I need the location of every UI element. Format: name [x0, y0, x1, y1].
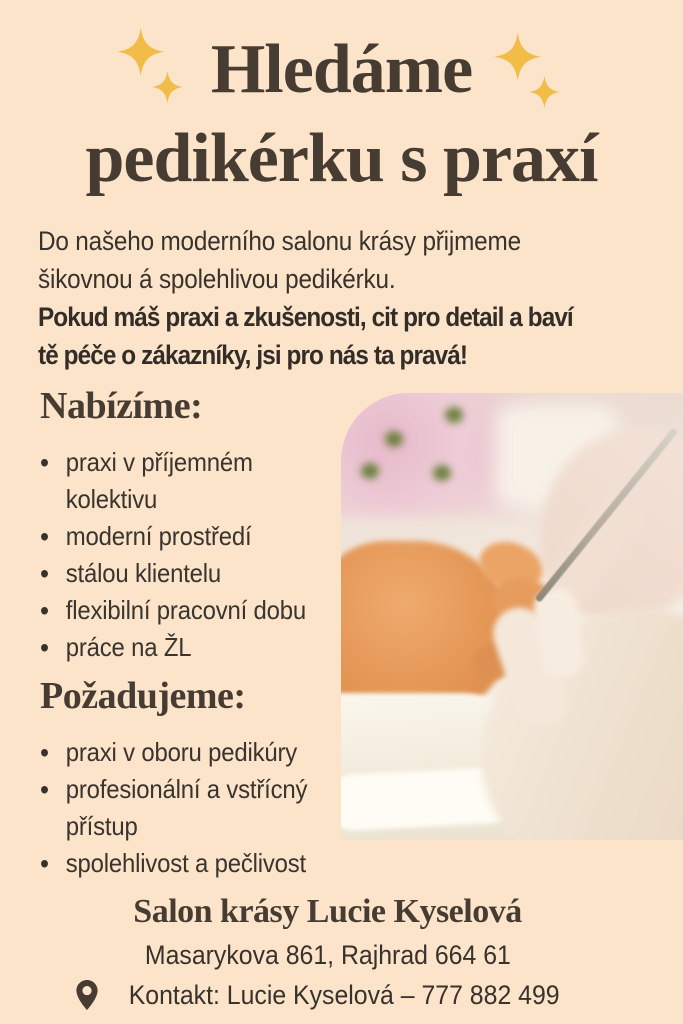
bullet-icon: • — [40, 447, 50, 478]
page-title — [0, 22, 683, 201]
list-item — [40, 444, 306, 518]
salon-name: Salon krásy Lucie Kyselová — [133, 893, 522, 930]
location-pin-icon — [76, 980, 98, 1010]
requirements-list — [40, 734, 307, 882]
bullet-icon: • — [40, 595, 50, 626]
sparkle-icon — [117, 27, 189, 111]
list-item-text: profesionální a vstřícný — [65, 774, 308, 804]
bullet-icon: • — [40, 774, 50, 805]
list-item-text: flexibilní pracovní dobu — [65, 595, 307, 625]
list-item — [40, 592, 306, 629]
bullet-icon: • — [40, 558, 50, 589]
intro-bold-line: tě péče o zákazníky, jsi pro nás ta pravá! — [38, 340, 468, 370]
offers-section — [40, 384, 329, 666]
list-item-text: praxi v oboru pedikúry — [65, 737, 298, 767]
bullet-icon: • — [40, 848, 50, 879]
intro-text-line: šikovnou á spolehlivou pedikérku. — [38, 264, 396, 294]
contact-line — [0, 977, 655, 1013]
title-line-1: Hledáme — [210, 30, 473, 108]
salon-address: Masarykova 861, Rajhrad 664 61 — [144, 940, 511, 970]
list-item — [40, 555, 306, 592]
list-item — [40, 845, 307, 882]
photo-flower-center — [445, 407, 463, 423]
offers-list — [40, 444, 306, 666]
list-item-text: přístup — [65, 811, 138, 841]
requirements-heading: Požadujeme: — [40, 675, 246, 717]
pedicure-photo — [341, 393, 683, 840]
bullet-icon: • — [40, 521, 50, 552]
intro-paragraph — [38, 222, 673, 374]
list-item-text: práce na ŽL — [65, 632, 192, 662]
sparkle-icon — [494, 32, 566, 116]
photo-flower-center — [361, 463, 379, 479]
list-item-text: spolehlivost a pečlivost — [65, 848, 306, 878]
requirements-section — [40, 674, 331, 882]
list-item-text: praxi v příjemném — [65, 447, 253, 477]
list-item — [40, 629, 306, 666]
intro-bold-line: Pokud máš praxi a zkušenosti, cit pro detail a baví — [38, 302, 573, 332]
photo-flower-center — [385, 431, 403, 447]
bullet-icon: • — [40, 632, 50, 663]
intro-text-line: Do našeho moderního salonu krásy přijmeme — [38, 226, 521, 256]
list-item-text: moderní prostředí — [65, 521, 252, 551]
list-item-text: stálou klientelu — [65, 558, 222, 588]
footer — [0, 892, 655, 1013]
list-item — [40, 771, 307, 845]
salon-address-row — [0, 932, 655, 973]
title-line-2: pedikérku s praxí — [85, 120, 598, 197]
list-item-text: kolektivu — [65, 484, 158, 514]
contact-text: Kontakt: Lucie Kyselová – 777 882 499 — [129, 980, 560, 1010]
list-item — [40, 734, 307, 771]
offers-heading: Nabízíme: — [40, 385, 203, 427]
title-row — [0, 22, 683, 116]
bullet-icon: • — [40, 737, 50, 768]
photo-flower-center — [433, 465, 451, 481]
list-item — [40, 518, 306, 555]
